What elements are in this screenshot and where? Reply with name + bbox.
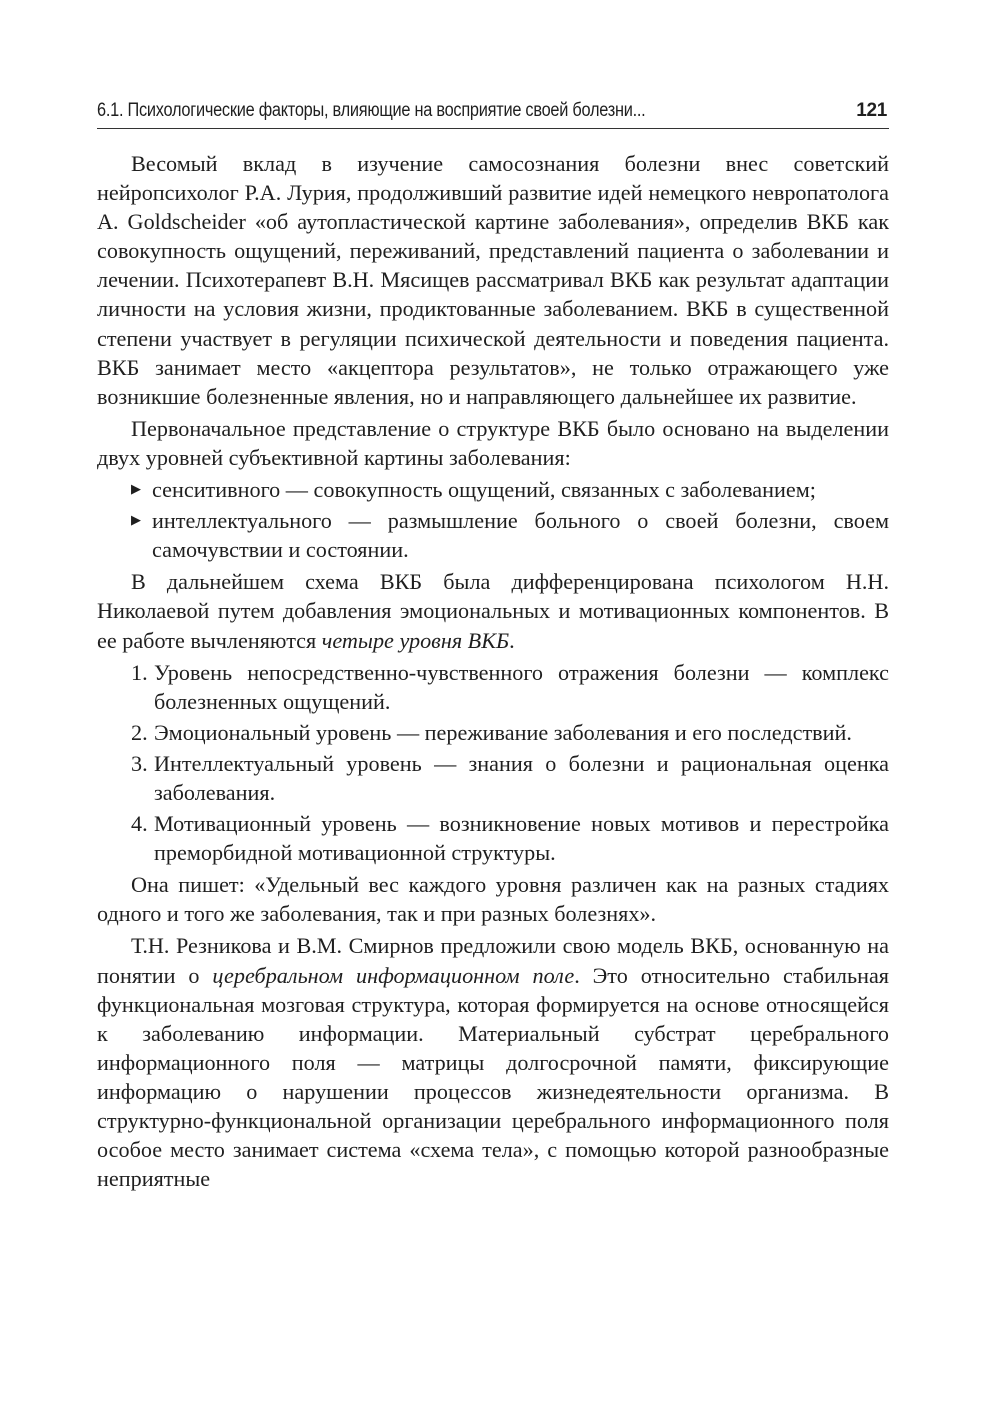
paragraph-3 xyxy=(97,567,889,654)
level-text: Уровень непосредственно-чувственного отражения болезни — комплекс болезненных ощущений. xyxy=(154,659,889,714)
paragraph-2: Первоначальное представление о структуре ВКБ было основано на выделении двух уровней субъективной картины заболевания: xyxy=(97,415,889,470)
level-number: 4. xyxy=(131,811,148,837)
paragraph-4: Она пишет: «Удельный вес каждого уровня различен как на разных стадиях одного и того же заболевания, так и при разных болезнях». xyxy=(97,872,889,927)
bullet-item-text: интеллектуального — размышление больного о своей болезни, своем самочувствии и состоянии. xyxy=(152,508,889,563)
level-number: 1. xyxy=(131,659,148,685)
bullet-item xyxy=(97,506,889,564)
paragraph-5-text: Т.Н. Резникова и В.М. Смирнов предложили свою модель ВКБ, основанную на понятии о xyxy=(97,933,889,988)
level-item xyxy=(97,718,889,747)
bullet-item-text: сенситивного — совокупность ощущений, связанных с заболеванием; xyxy=(152,477,816,503)
paragraph-3-text: В дальнейшем схема ВКБ была дифференцирована психологом Н.Н. Николаевой путем добавления эмоциональных и мотивационных компонентов. В ее работе вычленяются xyxy=(97,569,889,653)
level-number: 3. xyxy=(131,750,148,776)
body-text xyxy=(97,149,889,1193)
page-number: 121 xyxy=(856,100,887,121)
bullet-list xyxy=(97,475,889,564)
bullet-item xyxy=(97,475,889,504)
paragraph-1: Весомый вклад в изучение самосознания болезни внес советский нейропсихолог Р.А. Лурия, продолживший развитие идей немецкого невропатолога А. Goldscheider «об аутопластической картине заболевания», определив ВКБ как совокупность ощущений, переживаний, представлений пациента о заболевании и лечении. Психотерапевт В.Н. Мясищев рассматривал ВКБ как результат адаптации личности на условия жизни, продиктованные заболеванием. ВКБ в существенной степени участвует в регуляции психической деятельности и поведения пациента. ВКБ занимает место «акцептора результатов», не только отражающего уже возникшие болезненные явления, но и направляющего дальнейшее их развитие. xyxy=(97,151,889,409)
paragraph-3-emphasis: четыре уровня ВКБ xyxy=(321,627,510,653)
bullet-arrow-icon: ▶ xyxy=(131,482,141,498)
levels-list xyxy=(97,658,889,868)
running-head-title: 6.1. Психологические факторы, влияющие на восприятие своей болезни... xyxy=(97,100,646,121)
bullet-arrow-icon: ▶ xyxy=(131,513,141,529)
level-text: Эмоциональный уровень — переживание заболевания и его последствий. xyxy=(154,719,852,745)
level-text: Интеллектуальный уровень — знания о болезни и рациональная оценка заболевания. xyxy=(154,750,889,805)
paragraph-3-end: . xyxy=(509,627,515,653)
paragraph-5 xyxy=(97,931,889,1193)
level-text: Мотивационный уровень — возникновение новых мотивов и перестройка преморбидной мотивационной структуры. xyxy=(154,811,889,866)
level-item xyxy=(97,809,889,867)
paragraph-5-rest: . Это относительно стабильная функциональная мозговая структура, которая формируется на основе относящейся к заболеванию информации. Материальный субстрат церебрального информационного поля — матрицы долгосрочной памяти, фиксирующие информацию о нарушении процессов жизнедеятельности организма. В структурно-функциональной организации церебрального информационного поля особое место занимает система «схема тела», с помощью которой разнообразные неприятные xyxy=(97,962,889,1192)
level-number: 2. xyxy=(131,719,148,745)
book-page xyxy=(97,94,889,1196)
paragraph-5-emphasis: церебральном информационном поле xyxy=(212,962,575,988)
level-item xyxy=(97,658,889,716)
level-item xyxy=(97,749,889,807)
running-head xyxy=(97,94,889,129)
